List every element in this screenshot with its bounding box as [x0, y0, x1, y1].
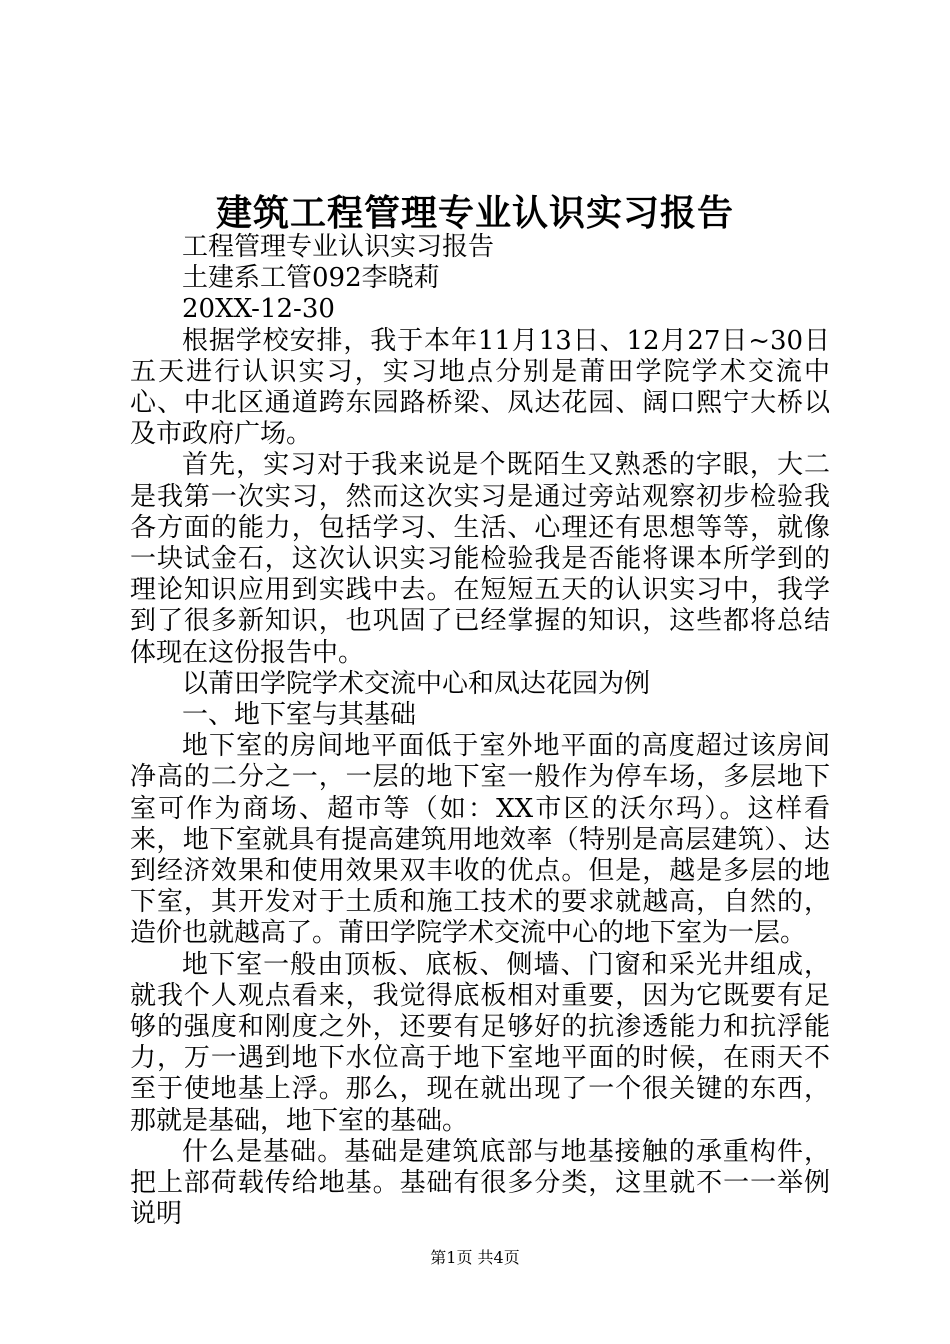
author-line: 土建系工管092李晓莉	[182, 263, 440, 294]
paragraph: 根据学校安排，我于本年11月13日、12月27日~30日五天进行认识实习，实习地点分别是莆田学院学术交流中心、中北区通道跨东园路桥梁、凤达花园、阔口熙宁大桥以及市政府广场。	[130, 325, 830, 450]
date-line: 20XX-12-30	[182, 294, 335, 325]
subtitle-line: 工程管理专业认识实习报告	[182, 232, 495, 262]
paragraph: 地下室一般由顶板、底板、侧墙、门窗和采光井组成，就我个人观点看来，我觉得底板相对重要，因为它既要有足够的强度和刚度之外，还要有足够好的抗渗透能力和抗浮能力，万一遇到地下水位高于地下室地平面的时候，在雨天不至于使地基上浮。那么，现在就出现了一个很关键的东西，那就是基础，地下室的基础。	[130, 949, 830, 1136]
section-intro: 以莆田学院学术交流中心和凤达花园为例	[182, 668, 651, 699]
document-title: 建筑工程管理专业认识实习报告	[215, 192, 734, 234]
paragraph: 什么是基础。基础是建筑底部与地基接触的承重构件，把上部荷载传给地基。基础有很多分类，这里就不一一举例说明	[130, 1136, 830, 1230]
document-body	[130, 232, 830, 1231]
page-footer: 第1页 共4页	[430, 1248, 520, 1267]
paragraph: 地下室的房间地平面低于室外地平面的高度超过该房间净高的二分之一，一层的地下室一般作为停车场，多层地下室可作为商场、超市等（如：XX市区的沃尔玛）。这样看来，地下室就具有提高建筑用地效率（特别是高层建筑）、达到经济效果和使用效果双丰收的优点。但是，越是多层的地下室，其开发对于土质和施工技术的要求就越高，自然的，造价也就越高了。莆田学院学术交流中心的地下室为一层。	[130, 731, 830, 949]
paragraph: 首先，实习对于我来说是个既陌生又熟悉的字眼，大二是我第一次实习，然而这次实习是通过旁站观察初步检验我各方面的能力，包括学习、生活、心理还有思想等等，就像一块试金石，这次认识实习能检验我是否能将课本所学到的理论知识应用到实践中去。在短短五天的认识实习中，我学到了很多新知识，也巩固了已经掌握的知识，这些都将总结体现在这份报告中。	[130, 450, 830, 668]
section-heading: 一、地下室与其基础	[182, 700, 417, 731]
